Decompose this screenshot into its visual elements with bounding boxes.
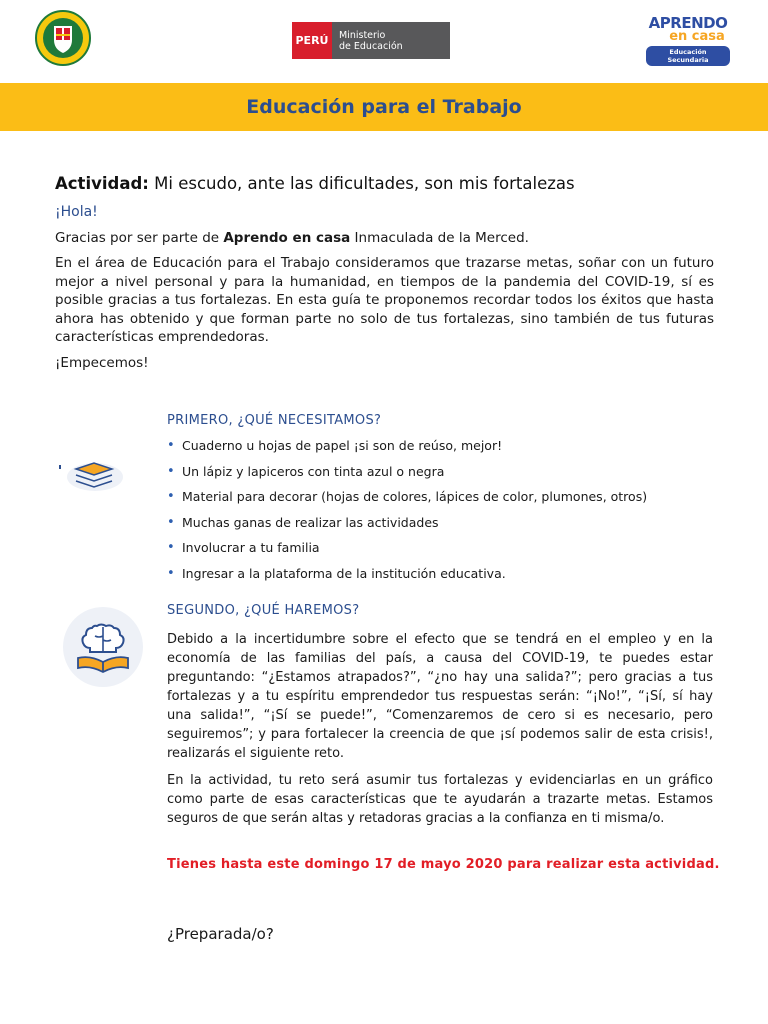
- thanks-suffix: Inmaculada de la Merced.: [350, 230, 529, 246]
- page-title: Educación para el Trabajo: [246, 96, 522, 118]
- greeting: ¡Hola!: [55, 204, 98, 220]
- aprendo-line2: en casa: [669, 29, 725, 44]
- section1-title: PRIMERO, ¿QUÉ NECESITAMOS?: [167, 413, 382, 428]
- thanks-bold: Aprendo en casa: [223, 230, 351, 246]
- deadline-notice: Tienes hasta este domingo 17 de mayo 2020 para realizar esta actividad.: [167, 857, 720, 872]
- challenge-paragraph: Debido a la incertidumbre sobre el efecto que se tendrá en el empleo y en la economía de las familias del país, a causa del COVID-19, te puedes estar preguntando: “¿Estamos atrapados?”, “¿no hay una salida?”; pero gracias a tus fortalezas y a tu espíritu emprendedor tus respuestas serán: “¡No!”, “¡Sí, sí hay una salida!”, “¡Sí se puede!”, “Comenzaremos de cero si es necesario, pero seguiremos”; y para fortalecer la creencia de que ¡sí podemos salir de esta crisis!, realizarás el siguiente reto.: [167, 632, 713, 761]
- ministry-line2: de Educación: [339, 41, 403, 52]
- ministry-line1: Ministerio: [339, 30, 386, 41]
- closing-question: ¿Preparada/o?: [167, 925, 274, 943]
- section2-title: SEGUNDO, ¿QUÉ HAREMOS?: [167, 603, 360, 618]
- aprendo-line1: APRENDO: [648, 14, 728, 32]
- intro-paragraph: En el área de Educación para el Trabajo consideramos que trazarse metas, soñar con un futuro mejor a nivel personal y para la humanidad, en tiempos de la pandemia del COVID-19, sí es posible gracias a tus fortalezas. En esta guía te proponemos recordar todos los éxitos que hasta ahora has obtenido y que forman parte no solo de tus fortalezas, sino también de tus futuras características emprendedoras.: [55, 255, 714, 345]
- thanks-prefix: Gracias por ser parte de: [55, 230, 224, 246]
- thanks-paragraph: [55, 229, 714, 248]
- list-item: • Material para decorar (hojas de colores, lápices de color, plumones, otros): [167, 489, 647, 515]
- brain-book-icon: [62, 606, 144, 688]
- list-item: • Un lápiz y lapiceros con tinta azul o negra: [167, 464, 647, 490]
- task-paragraph: En la actividad, tu reto será asumir tus fortalezas y evidenciarlas en un gráfico como parte de esas características que te ayudarán a trazarte metas. Estamos seguros de que serán altas y retadoras gracias a la confianza en ti misma/o.: [167, 773, 713, 826]
- activity-label: Actividad:: [55, 174, 149, 193]
- title-banner: [0, 83, 768, 131]
- page-header: [0, 0, 768, 82]
- ministry-logo: [292, 22, 450, 59]
- aprendo-badge: Educación Secundaria: [646, 46, 730, 66]
- list-item: • Involucrar a tu familia: [167, 540, 647, 566]
- list-item: • Muchas ganas de realizar las actividades: [167, 515, 647, 541]
- aprendo-en-casa-logo: [646, 16, 730, 62]
- activity-heading: [55, 174, 575, 193]
- materials-list: [167, 438, 647, 591]
- activity-title: Mi escudo, ante las dificultades, son mis fortalezas: [154, 174, 575, 193]
- school-seal-icon: [34, 10, 92, 66]
- peru-label: PERÚ: [292, 22, 332, 59]
- list-item: • Cuaderno u hojas de papel ¡si son de reúso, mejor!: [167, 438, 647, 464]
- list-item: • Ingresar a la plataforma de la institución educativa.: [167, 566, 647, 592]
- ministry-label: [332, 22, 450, 59]
- start-text: ¡Empecemos!: [55, 355, 149, 371]
- books-icon: [58, 455, 128, 495]
